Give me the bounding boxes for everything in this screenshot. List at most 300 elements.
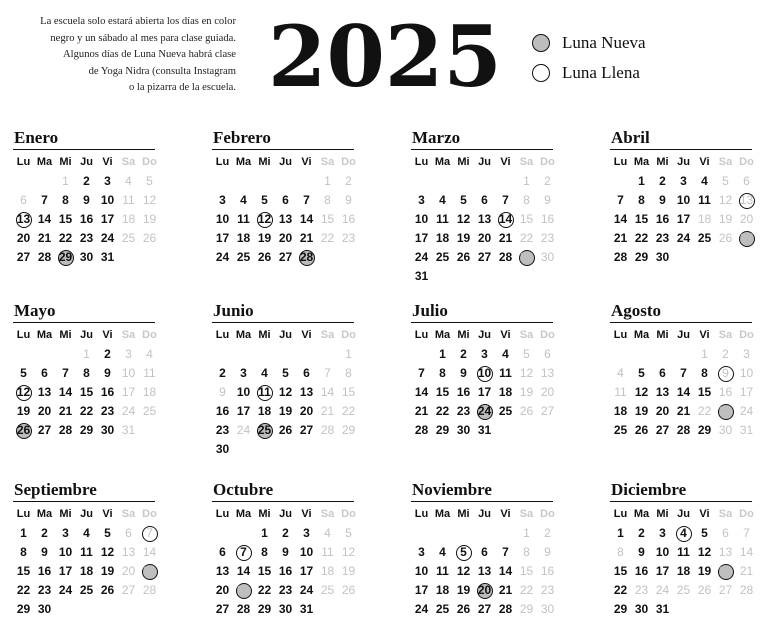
day-cell (13, 229, 34, 248)
day-number: 2 (460, 347, 467, 361)
month-divider (411, 322, 553, 323)
day-cell (233, 248, 254, 267)
day-number: 11 (258, 385, 271, 399)
day-number: 23 (341, 231, 356, 245)
weekday-header (13, 505, 161, 524)
day-number: 9 (638, 545, 645, 559)
legend-new-moon-label: Luna Nueva (562, 33, 646, 52)
weekday-label: Mi (59, 156, 72, 168)
day-number: 13 (278, 212, 293, 226)
day-cell (694, 364, 715, 383)
day-number: 30 (79, 250, 94, 264)
day-number: 5 (104, 526, 111, 540)
weekday-label: Do (540, 508, 555, 520)
weekday-label: Vi (102, 156, 113, 168)
note-line: negro y un sábado al mes para clase guiada. (50, 32, 236, 44)
day-cell (97, 191, 118, 210)
day-number: 2 (282, 526, 289, 540)
day-cell (97, 581, 118, 600)
day-number: 21 (320, 404, 335, 418)
day-cell (474, 248, 495, 267)
day-cell (296, 600, 317, 619)
month-name: Marzo (412, 128, 461, 147)
day-number: 3 (240, 366, 247, 380)
weekday-label: Mi (59, 329, 72, 341)
day-cell (233, 600, 254, 619)
day-number: 21 (739, 564, 754, 578)
day-cell (212, 562, 233, 581)
day-cell (55, 210, 76, 229)
day-cell (631, 581, 652, 600)
weekday-label: Ma (434, 508, 451, 520)
day-cell (453, 345, 474, 364)
day-number: 21 (58, 404, 73, 418)
day-cell (610, 581, 631, 600)
day-cell (537, 229, 558, 248)
day-cell (736, 421, 757, 440)
day-number: 26 (697, 583, 712, 597)
day-cell (55, 421, 76, 440)
month-divider (13, 322, 155, 323)
day-cell (76, 345, 97, 364)
day-number: 27 (215, 602, 230, 616)
day-cell (610, 543, 631, 562)
day-number: 15 (257, 564, 272, 578)
day-grid (212, 345, 360, 459)
day-cell (673, 383, 694, 402)
day-number: 29 (79, 423, 94, 437)
day-number: 24 (299, 583, 314, 597)
day-cell (118, 581, 139, 600)
weekday-label: Mi (457, 508, 470, 520)
day-cell (34, 581, 55, 600)
weekday-label: Lu (16, 156, 31, 168)
day-cell (474, 383, 495, 402)
month-octubre (212, 480, 360, 619)
day-cell (118, 543, 139, 562)
day-cell (474, 402, 495, 421)
day-cell (516, 402, 537, 421)
day-cell (631, 229, 652, 248)
day-number: 4 (439, 545, 446, 559)
weekday-label: Ma (633, 156, 650, 168)
day-number: 22 (58, 231, 73, 245)
day-number: 11 (80, 545, 93, 559)
day-cell (495, 543, 516, 562)
day-number: 28 (58, 423, 73, 437)
day-cell (212, 600, 233, 619)
day-number: 1 (261, 526, 268, 540)
day-number: 6 (125, 526, 132, 540)
day-number: 8 (701, 366, 708, 380)
day-number: 26 (142, 231, 157, 245)
day-cell (715, 191, 736, 210)
month-divider (610, 149, 752, 150)
empty-cell (453, 524, 474, 543)
empty-cell (233, 345, 254, 364)
day-number: 8 (638, 193, 645, 207)
day-number: 21 (498, 231, 513, 245)
day-number: 23 (718, 404, 733, 418)
day-cell (652, 229, 673, 248)
weekday-label: Mi (258, 156, 271, 168)
day-number: 23 (655, 231, 670, 245)
day-cell (118, 172, 139, 191)
day-number: 20 (477, 231, 492, 245)
day-cell (212, 421, 233, 440)
day-number: 26 (257, 250, 272, 264)
weekday-label: Mi (59, 508, 72, 520)
day-cell (537, 562, 558, 581)
day-number: 31 (414, 269, 429, 283)
day-number: 9 (544, 545, 551, 559)
note-line: de Yoga Nidra (consulta Instagram (88, 65, 236, 77)
day-number: 18 (697, 212, 712, 226)
day-cell (537, 402, 558, 421)
day-cell (495, 600, 516, 619)
day-cell (76, 562, 97, 581)
day-cell (317, 581, 338, 600)
day-number: 17 (236, 404, 251, 418)
day-cell (118, 191, 139, 210)
day-number: 24 (477, 404, 492, 418)
day-cell (34, 364, 55, 383)
day-number: 2 (41, 526, 48, 540)
day-cell (736, 345, 757, 364)
month-name: Abril (611, 128, 650, 147)
day-number: 20 (215, 583, 230, 597)
day-number: 5 (460, 193, 467, 207)
day-number: 17 (655, 564, 670, 578)
day-number: 20 (16, 231, 31, 245)
day-cell (432, 402, 453, 421)
day-number: 24 (414, 250, 429, 264)
day-number: 13 (121, 545, 136, 559)
day-number: 10 (121, 366, 136, 380)
day-cell (411, 543, 432, 562)
day-cell (34, 210, 55, 229)
day-cell (715, 345, 736, 364)
empty-cell (411, 345, 432, 364)
day-number: 7 (743, 526, 750, 540)
day-number: 14 (739, 545, 754, 559)
day-number: 18 (257, 404, 272, 418)
day-number: 15 (341, 385, 356, 399)
day-cell (736, 383, 757, 402)
day-number: 12 (278, 385, 293, 399)
day-number: 9 (345, 193, 352, 207)
day-number: 12 (519, 366, 534, 380)
day-cell (275, 229, 296, 248)
day-cell (453, 210, 474, 229)
day-cell (411, 364, 432, 383)
day-number: 21 (613, 231, 628, 245)
day-number: 15 (16, 564, 31, 578)
day-cell (411, 191, 432, 210)
day-cell (55, 191, 76, 210)
day-number: 20 (739, 212, 754, 226)
day-number: 30 (634, 602, 649, 616)
day-cell (118, 524, 139, 543)
day-number: 7 (502, 545, 509, 559)
day-cell (516, 248, 537, 267)
month-febrero (212, 128, 360, 267)
day-number: 3 (481, 347, 488, 361)
school-note (14, 14, 236, 97)
day-cell (338, 210, 359, 229)
day-number: 26 (341, 583, 356, 597)
day-cell (34, 543, 55, 562)
day-cell (474, 210, 495, 229)
day-cell (338, 172, 359, 191)
day-number: 16 (215, 404, 230, 418)
weekday-label: Ma (235, 329, 252, 341)
day-cell (139, 543, 160, 562)
day-cell (610, 383, 631, 402)
day-number: 2 (544, 526, 551, 540)
empty-cell (13, 345, 34, 364)
day-number: 16 (341, 212, 356, 226)
weekday-label: Ju (478, 329, 491, 341)
day-number: 17 (414, 583, 429, 597)
month-enero (13, 128, 161, 267)
weekday-label: Sa (718, 156, 733, 168)
day-number: 26 (456, 250, 471, 264)
month-septiembre (13, 480, 161, 619)
day-number: 21 (37, 231, 52, 245)
weekday-label: Sa (121, 508, 136, 520)
day-number: 8 (324, 193, 331, 207)
weekday-label: Lu (215, 329, 230, 341)
day-cell (55, 383, 76, 402)
weekday-label: Lu (613, 508, 628, 520)
day-number: 29 (697, 423, 712, 437)
day-number: 9 (282, 545, 289, 559)
note-line: o la pizarra de la escuela. (128, 82, 236, 93)
month-name: Octubre (213, 480, 274, 499)
day-number: 13 (655, 385, 670, 399)
day-number: 23 (540, 231, 555, 245)
day-cell (537, 524, 558, 543)
day-number: 25 (236, 250, 251, 264)
day-cell (275, 562, 296, 581)
day-number: 22 (320, 231, 335, 245)
day-number: 18 (435, 231, 450, 245)
empty-cell (296, 172, 317, 191)
day-cell (631, 172, 652, 191)
day-cell (34, 421, 55, 440)
day-number: 1 (324, 174, 331, 188)
weekday-label: Mi (656, 156, 669, 168)
weekday-label: Mi (656, 508, 669, 520)
day-number: 15 (320, 212, 335, 226)
day-cell (338, 383, 359, 402)
day-number: 25 (435, 250, 450, 264)
day-cell (254, 562, 275, 581)
day-cell (652, 562, 673, 581)
day-number: 14 (498, 564, 513, 578)
day-number: 25 (697, 231, 712, 245)
day-cell (652, 172, 673, 191)
day-number: 4 (680, 526, 687, 540)
month-name: Enero (14, 128, 59, 147)
day-cell (453, 543, 474, 562)
weekday-label: Do (142, 508, 157, 520)
day-number: 26 (718, 231, 733, 245)
day-number: 27 (121, 583, 136, 597)
weekday-label: Ma (434, 156, 451, 168)
day-cell (411, 562, 432, 581)
day-number: 4 (439, 193, 446, 207)
day-cell (715, 229, 736, 248)
weekday-label: Sa (320, 508, 335, 520)
day-number: 3 (418, 193, 425, 207)
month-name: Mayo (14, 301, 56, 320)
day-cell (317, 562, 338, 581)
day-number: 31 (100, 250, 115, 264)
day-cell (673, 562, 694, 581)
day-cell (296, 562, 317, 581)
day-cell (537, 345, 558, 364)
day-number: 23 (278, 583, 293, 597)
weekday-label: Lu (613, 329, 628, 341)
day-number: 30 (540, 602, 555, 616)
day-number: 12 (718, 193, 733, 207)
day-number: 19 (456, 231, 471, 245)
day-cell (631, 543, 652, 562)
day-cell (233, 562, 254, 581)
day-cell (254, 229, 275, 248)
day-cell (432, 543, 453, 562)
weekday-header (411, 153, 559, 172)
day-number: 5 (282, 366, 289, 380)
month-junio (212, 301, 360, 459)
day-cell (275, 364, 296, 383)
day-number: 28 (613, 250, 628, 264)
day-cell (76, 524, 97, 543)
day-number: 21 (236, 583, 251, 597)
day-cell (254, 421, 275, 440)
day-number: 9 (83, 193, 90, 207)
day-cell (317, 364, 338, 383)
empty-cell (411, 172, 432, 191)
day-cell (474, 191, 495, 210)
weekday-label: Ju (279, 156, 292, 168)
day-cell (652, 210, 673, 229)
day-cell (317, 402, 338, 421)
day-number: 6 (41, 366, 48, 380)
day-cell (631, 383, 652, 402)
day-cell (516, 345, 537, 364)
day-number: 30 (215, 442, 230, 456)
weekday-label: Sa (519, 508, 534, 520)
day-number: 6 (481, 545, 488, 559)
day-cell (652, 581, 673, 600)
day-cell (694, 383, 715, 402)
day-cell (55, 402, 76, 421)
day-number: 15 (79, 385, 94, 399)
day-number: 31 (477, 423, 492, 437)
empty-cell (55, 345, 76, 364)
month-name: Agosto (611, 301, 662, 320)
day-cell (76, 191, 97, 210)
day-number: 24 (676, 231, 691, 245)
day-cell (694, 562, 715, 581)
day-cell (296, 402, 317, 421)
empty-cell (432, 172, 453, 191)
day-cell (338, 543, 359, 562)
day-number: 6 (303, 366, 310, 380)
day-number: 14 (142, 545, 157, 559)
day-number: 6 (722, 526, 729, 540)
day-number: 6 (743, 174, 750, 188)
day-number: 8 (83, 366, 90, 380)
weekday-label: Sa (320, 329, 335, 341)
day-number: 20 (299, 404, 314, 418)
day-number: 16 (634, 564, 649, 578)
weekday-label: Vi (301, 156, 312, 168)
day-number: 5 (460, 545, 467, 559)
empty-cell (610, 172, 631, 191)
day-cell (296, 229, 317, 248)
day-grid (610, 345, 758, 440)
day-number: 30 (100, 423, 115, 437)
weekday-label: Do (341, 156, 356, 168)
day-number: 6 (219, 545, 226, 559)
day-number: 25 (613, 423, 628, 437)
day-number: 15 (634, 212, 649, 226)
weekday-header (610, 326, 758, 345)
day-number: 1 (83, 347, 90, 361)
day-number: 14 (58, 385, 73, 399)
day-cell (97, 524, 118, 543)
day-cell (673, 543, 694, 562)
day-number: 28 (37, 250, 52, 264)
month-name: Diciembre (611, 480, 687, 499)
day-cell (233, 543, 254, 562)
day-number: 17 (676, 212, 691, 226)
day-number: 4 (83, 526, 90, 540)
day-number: 19 (341, 564, 356, 578)
day-cell (411, 600, 432, 619)
day-number: 25 (79, 583, 94, 597)
day-number: 27 (477, 602, 492, 616)
day-number: 1 (345, 347, 352, 361)
day-number: 12 (142, 193, 157, 207)
day-number: 12 (100, 545, 115, 559)
day-number: 4 (502, 347, 509, 361)
day-number: 4 (146, 347, 153, 361)
day-number: 5 (722, 174, 729, 188)
day-number: 19 (278, 404, 293, 418)
weekday-label: Vi (500, 508, 511, 520)
day-number: 19 (456, 583, 471, 597)
day-cell (631, 364, 652, 383)
weekday-header (411, 505, 559, 524)
day-number: 19 (100, 564, 115, 578)
day-cell (537, 543, 558, 562)
day-cell (13, 562, 34, 581)
day-cell (97, 172, 118, 191)
day-cell (338, 581, 359, 600)
day-number: 27 (655, 423, 670, 437)
day-number: 24 (655, 583, 670, 597)
day-cell (55, 562, 76, 581)
empty-cell (212, 172, 233, 191)
day-number: 15 (697, 385, 712, 399)
day-number: 31 (299, 602, 314, 616)
day-cell (453, 383, 474, 402)
